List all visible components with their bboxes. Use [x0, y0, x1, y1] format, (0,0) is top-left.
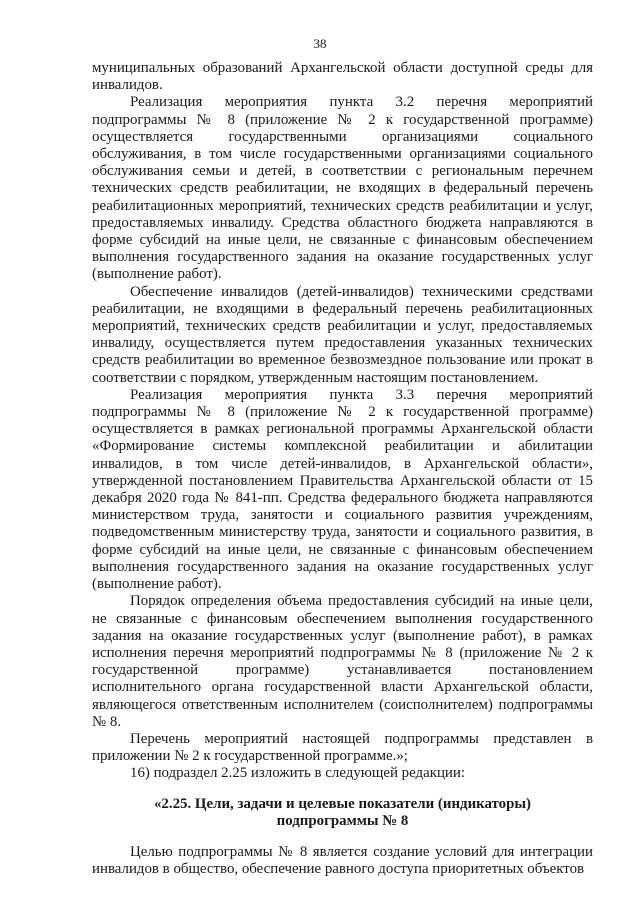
paragraph-provision-of-means: Обеспечение инвалидов (детей-инвалидов) техническими средствами реабилитации, не входящими в федеральный перечень реабилитационных мероприятий, технических средств реабилитации и услуг, предоставляемых инвалиду, осуществляется путем предоставления указанных технических средств реабилитации во временное безвозмездное пользование или прокат в соответствии с порядком, утвержденным настоящим постановлением. [92, 283, 593, 386]
page-number: 38 [313, 36, 327, 51]
section-heading-line-1: «2.25. Цели, задачи и целевые показатели (индикаторы) [153, 795, 531, 812]
paragraph-amendment-16: 16) подраздел 2.25 изложить в следующей редакции: [130, 765, 465, 782]
paragraph-continuation: муниципальных образований Архангельской области доступной среды для инвалидов. [92, 60, 593, 94]
paragraph-item-3-3: Реализация мероприятия пункта 3.3 перечня мероприятий подпрограммы № 8 (приложение № 2 к государственной программе) осуществляется в рамках региональной программы Архангельской области «Формирование системы комплексной реабилитации и абилитации инвалидов, в том числе детей-инвалидов, в Архангельской области», утвержденной постановлением Правительства Архангельской области от 15 декабря 2020 года № 841-пп. Средства федерального бюджета направляются министерством труда, занятости и социального развития учреждениям, подведомственным министерству труда, занятости и социального развития, в форме субсидий на иные цели, не связанные с финансовым обеспечением выполнения государственного задания на оказание государственных услуг (выполнение работ). [92, 386, 593, 593]
paragraph-subsidy-procedure: Порядок определения объема предоставления субсидий на иные цели, не связанные с финансовым обеспечением выполнения государственного задания на оказание государственных услуг (выполнение работ), в рамках исполнения перечня мероприятий подпрограммы № 8 (приложение № 2 к государственной программе) устанавливается постановлением исполнительного органа государственной власти Архангельской области, являющегося ответственным исполнителем (соисполнителем) подпрограммы № 8. [92, 593, 593, 730]
section-heading [92, 796, 593, 830]
paragraph-activities-list: Перечень мероприятий настоящей подпрограммы представлен в приложении № 2 к государственной программе.»; [92, 730, 593, 765]
paragraph-item-3-2: Реализация мероприятия пункта 3.2 перечня мероприятий подпрограммы № 8 (приложение № 2 к государственной программе) осуществляется государственными организациями социального обслуживания, в том числе государственными организациями социального обслуживания семьи и детей, в соответствии с региональным перечнем технических средств реабилитации, не входящих в федеральный перечень реабилитационных мероприятий, технических средств реабилитации и услуг, предоставляемых инвалиду. Средства областного бюджета направляются в форме субсидий на иные цели, не связанные с финансовым обеспечением выполнения государственного задания на оказание государственных услуг (выполнение работ). [92, 94, 593, 283]
document-body [92, 60, 593, 878]
section-heading-line-2: подпрограммы № 8 [276, 812, 409, 829]
paragraph-goal: Целью подпрограммы № 8 является создание условий для интеграции инвалидов в общество, обеспечение равного доступа приоритетных объектов [92, 843, 593, 878]
